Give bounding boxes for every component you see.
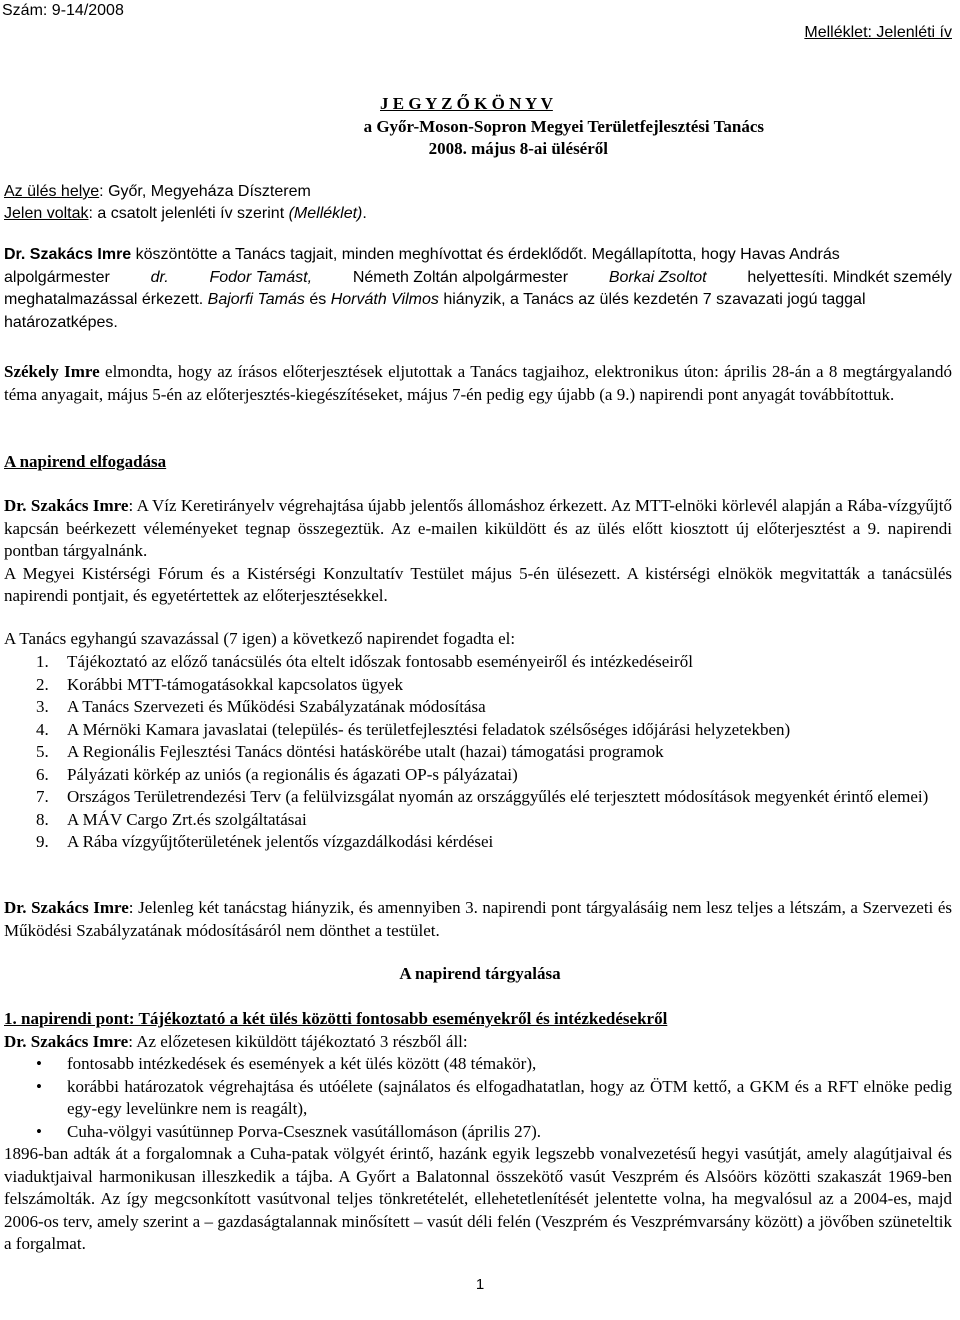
- agenda-item-number: 3.: [36, 697, 49, 716]
- venue-line: [4, 181, 367, 203]
- bullet-item: [4, 1053, 952, 1076]
- title-line-1: J E G Y Z Ő K Ö N Y V: [380, 94, 553, 113]
- agenda-item-text: Országos Területrendezési Terv (a felülvizsgálat nyomán az országgyűlés elé terjesztett módosítások megyenkét érintő elemei): [67, 787, 929, 806]
- agenda-item-text: Pályázati körkép az uniós (a regionális és ágazati OP-s pályázatai): [67, 764, 518, 784]
- venue-block: [4, 181, 367, 225]
- agenda-item-text: Tájékoztató az előző tanácsülés óta eltelt időszak fontosabb eseményeiről és intézkedéseiről: [67, 652, 693, 671]
- agenda-item: [4, 741, 952, 764]
- agenda-item-number: 8.: [36, 809, 49, 829]
- agenda-item: [4, 696, 952, 719]
- szekely-paragraph: Székely Imre elmondta, hogy az írásos előterjesztések eljutottak a Tanács tagjaihoz, elektronikus úton: április 28-án a 8 megtárgyalandó téma anyagait, május 5-én az előterjesztés-kiegészítéseket, május 7-én pedig egy újabb (a 9.) napirendi pont anyagát továbbítottuk.: [4, 362, 952, 404]
- title-line-2: a Győr-Moson-Sopron Megyei Területfejlesztési Tanács: [363, 116, 764, 136]
- agenda-item-number: 4.: [36, 719, 49, 739]
- attendees-note: (Melléklet): [288, 205, 363, 222]
- agenda-item: [4, 786, 952, 809]
- speaker-name: Dr. Szakács Imre: [4, 898, 129, 917]
- section-heading-discussion: A napirend tárgyalása: [399, 964, 561, 983]
- bullet-item: [4, 1076, 952, 1121]
- agenda-item: [4, 719, 952, 742]
- agenda-item: [4, 651, 952, 674]
- agenda-item: [4, 764, 952, 787]
- attachment-label: Melléklet: Jelenléti ív: [804, 24, 952, 41]
- item1-block: [4, 1008, 952, 1256]
- opening-line-2: alpolgármester dr. Fodor Tamást, Németh Zoltán alpolgármester Borkai Zsoltot helyettesíti. Mindkét személy: [4, 268, 952, 286]
- speaker-name: Dr. Szakács Imre: [4, 1031, 129, 1051]
- speaker-name: Dr. Szakács Imre: [4, 496, 129, 515]
- venue-label: Az ülés helye: [4, 183, 100, 200]
- item1-intro: Dr. Szakács Imre: Az előzetesen kiküldött tájékoztató 3 részből áll:: [4, 1031, 468, 1051]
- agenda-item-number: 9.: [36, 832, 49, 851]
- opening-line-4: határozatképes.: [4, 313, 118, 331]
- opening-line-1: Dr. Szakács Imre köszöntötte a Tanács tagjait, minden meghívottat és érdeklődőt. Megállapította, hogy Havas András: [4, 246, 840, 263]
- opening-paragraph: [4, 244, 952, 334]
- bullet-text: Cuha-völgyi vasútünnep Porva-Csesznek vasútállomáson (április 27).: [67, 1121, 542, 1141]
- agenda-item-text: Korábbi MTT-támogatásokkal kapcsolatos ügyek: [67, 674, 403, 694]
- attendees-end: .: [362, 205, 367, 222]
- bullet-dot-icon: •: [36, 1121, 42, 1141]
- section-heading-agenda: A napirend elfogadása: [4, 452, 167, 471]
- agenda-item-number: 7.: [36, 787, 49, 806]
- bullet-dot-icon: •: [36, 1076, 42, 1096]
- agenda-item-number: 1.: [36, 652, 49, 671]
- agenda-item-text: A Regionális Fejlesztési Tanács döntési hatáskörébe utalt (hazai) támogatási programok: [67, 742, 664, 761]
- agenda-item-text: A MÁV Cargo Zrt.és szolgáltatásai: [67, 809, 307, 829]
- speaker-name: Székely Imre: [4, 362, 100, 381]
- document-title: [200, 93, 764, 161]
- item1-bullet-list: [4, 1053, 952, 1143]
- agenda-item-number: 6.: [36, 764, 49, 784]
- vote-text: A Tanács egyhangú szavazással (7 igen) a következő napirendet fogadta el:: [4, 629, 516, 648]
- attendees-label: Jelen voltak: [4, 205, 89, 222]
- agenda-item-number: 2.: [36, 674, 49, 694]
- bullet-item: [4, 1121, 952, 1144]
- agenda-item: [4, 831, 952, 854]
- attendees-line: [4, 203, 367, 225]
- quorum-paragraph: Dr. Szakács Imre: Jelenleg két tanácstag hiányzik, és amennyiben 3. napirendi pont tárgyalásáig nem lesz teljes a létszám, a Szervezeti és Működési Szabályzatának módosításáról nem dönthet a testület.: [4, 898, 952, 940]
- bullet-text: korábbi határozatok végrehajtása és utóélete (sajnálatos és elfogadhatatlan, hogy az ÖTM kettő, a GKM és a RFT elnöke pedig egy-egy levelünkre nem is reagált),: [67, 1076, 952, 1118]
- agenda-item-text: A Tanács Szervezeti és Működési Szabályzatának módosítása: [67, 697, 486, 716]
- attendees-value: : a csatolt jelenléti ív szerint: [88, 205, 289, 222]
- item1-title: Tájékoztató a két ülés közötti fontosabb eseményekről és intézkedésekről: [134, 1009, 668, 1028]
- agenda-item-text: A Rába vízgyűjtőterületének jelentős vízgazdálkodási kérdései: [67, 832, 494, 851]
- bullet-dot-icon: •: [36, 1054, 42, 1073]
- speaker-name: Dr. Szakács Imre: [4, 246, 132, 263]
- agenda-item: [4, 674, 952, 697]
- venue-value: : Győr, Megyeháza Díszterem: [99, 183, 311, 200]
- agenda-intro-paragraph: Dr. Szakács Imre: A Víz Keretirányelv végrehajtása újabb jelentős állomáshoz érkezett. Az MTT-elnöki körlevél alapján a Rába-vízgyűjtő kapcsán beérkezett véleményeket tegnap összegeztük. Az e-mailen kiküldött és az ülés előtt kiosztott új előterjesztést a 9. napirendi pontban tárgyalnánk. A Megyei Kistérségi Fórum és a Kistérségi Konzultatív Testület május 5-én ülésezett. A kistérségi elnökök megvitatták a tanácsülés napirendi pontjait, és egyetértettek az előterjesztésekkel.: [4, 496, 952, 605]
- opening-line-3: meghatalmazással érkezett. Bajorfi Tamás és Horváth Vilmos hiányzik, a Tanács az ülés kezdetén 7 szavazati jogú taggal: [4, 291, 866, 308]
- item1-label: 1. napirendi pont:: [4, 1009, 135, 1028]
- agenda-item-text: A Mérnöki Kamara javaslatai (település- és területfejlesztési feladatok szélsőséges időjárási helyzetekben): [67, 719, 791, 739]
- item1-closing: 1896-ban adták át a forgalomnak a Cuha-patak völgyét érintő, hazánk egyik legszebb vonalvezetésű hegyi vasútját, amely alagútjaival és viaduktjaival harmonikusan illeszkedik a tájba. A Győrt a Balatonnal összekötő vasút Veszprém és Alsóörs közötti szakaszát 1969-ben felszámolták. Az így megcsonkított vasútvonal teljes tönkretételét, ellehetetlenítését jelentette volna, ha megvalósul az a 2004-es, majd 2006-os terv, amely szerint a – gazdaságtalannak minősített – vasút déli felén (Veszprém és Veszprémvarsány között) a jövőben szüneteltik a forgalmat.: [4, 1144, 952, 1253]
- bullet-text: fontosabb intézkedések és események a két ülés között (48 témakör),: [67, 1054, 537, 1073]
- title-line-3: 2008. május 8-ai üléséről: [428, 139, 608, 158]
- item1-heading: [4, 1008, 952, 1031]
- page-number: 1: [475, 1276, 485, 1293]
- agenda-item: [4, 809, 952, 832]
- document-number: Szám: 9-14/2008: [2, 2, 124, 19]
- agenda-item-number: 5.: [36, 742, 49, 761]
- agenda-list: [4, 651, 952, 854]
